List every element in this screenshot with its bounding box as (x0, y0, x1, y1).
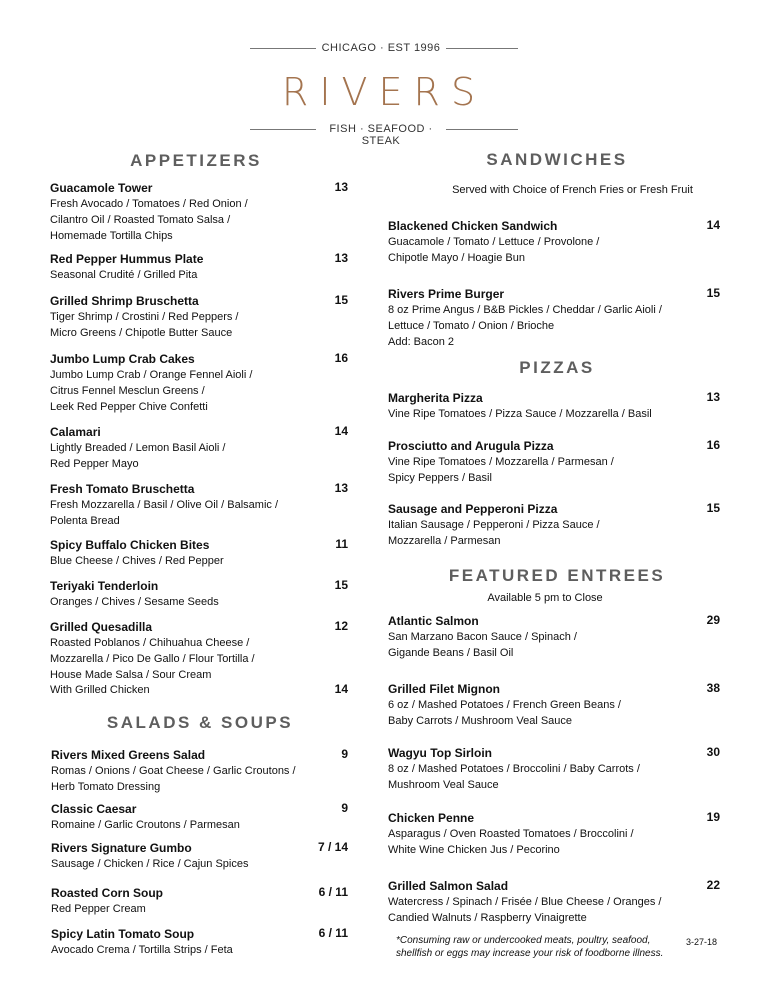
menu-item-description: Avocado Crema / Tortilla Strips / Feta (51, 944, 233, 956)
menu-item-name: Grilled Salmon Salad (388, 879, 509, 893)
menu-item-name: Grilled Shrimp Bruschetta (50, 294, 199, 308)
menu-item-description: Candied Walnuts / Raspberry Vinaigrette (388, 912, 587, 924)
menu-item-description: Fresh Mozzarella / Basil / Olive Oil / Balsamic / (50, 499, 279, 511)
menu-item-description: Italian Sausage / Pepperoni / Pizza Sauce / (388, 519, 600, 531)
menu-item-price: 15 (334, 293, 348, 307)
menu-item-price: 14 (706, 218, 720, 232)
menu-item (388, 286, 662, 350)
menu-item (388, 390, 652, 422)
top-tagline: CHICAGO · EST 1996 (321, 42, 441, 54)
menu-item-description: Watercress / Spinach / Frisée / Blue Cheese / Oranges / (388, 896, 662, 908)
menu-item-description: Sausage / Chicken / Rice / Cajun Spices (51, 858, 249, 870)
menu-item (388, 681, 621, 729)
menu-item-price: 11 (335, 537, 348, 551)
menu-item-description: 8 oz / Mashed Potatoes / Broccolini / Baby Carrots / (388, 763, 640, 775)
menu-item-price: 15 (706, 501, 720, 515)
menu-item-price: 13 (334, 251, 348, 265)
menu-item-description: Vine Ripe Tomatoes / Mozzarella / Parmesan / (388, 456, 614, 468)
menu-item-description: Leek Red Pepper Chive Confetti (50, 401, 208, 413)
menu-item (50, 424, 226, 472)
menu-item (50, 619, 255, 683)
entrees-note: Available 5 pm to Close (487, 592, 603, 604)
menu-item-description: Red Pepper Mayo (50, 458, 139, 470)
menu-item (388, 810, 634, 858)
menu-item-price: 30 (706, 745, 720, 759)
menu-item-description: Cilantro Oil / Roasted Tomato Salsa / (50, 214, 231, 226)
menu-item-description: Roasted Poblanos / Chihuahua Cheese / (50, 637, 250, 649)
menu-item-description: Gigande Beans / Basil Oil (388, 647, 514, 659)
sandwiches-title: SANDWICHES (486, 150, 628, 169)
menu-item (51, 840, 249, 872)
menu-item (50, 481, 278, 529)
menu-item-description: Tiger Shrimp / Crostini / Red Peppers / (50, 311, 239, 323)
menu-item (50, 180, 248, 244)
menu-item-name: Roasted Corn Soup (51, 886, 164, 900)
menu-item-description: 6 oz / Mashed Potatoes / French Green Beans / (388, 699, 621, 711)
menu-item-description: Spicy Peppers / Basil (388, 472, 492, 484)
menu-item-description: 8 oz Prime Angus / B&B Pickles / Cheddar / Garlic Aioli / (388, 304, 662, 316)
menu-item-description: Asparagus / Oven Roasted Tomatoes / Broccolini / (388, 828, 634, 840)
menu-item-description: Romaine / Garlic Croutons / Parmesan (51, 819, 240, 831)
menu-item-name: Prosciutto and Arugula Pizza (388, 439, 554, 453)
menu-item-name: Spicy Buffalo Chicken Bites (50, 538, 210, 552)
menu-item-name: Sausage and Pepperoni Pizza (388, 502, 558, 516)
menu-item (388, 438, 614, 486)
menu-item-name: Margherita Pizza (388, 391, 483, 405)
menu-item-name: Rivers Prime Burger (388, 287, 505, 301)
menu-item-name: Chicken Penne (388, 811, 475, 825)
menu-item-price: 13 (706, 390, 720, 404)
menu-item-description: Homemade Tortilla Chips (50, 230, 173, 242)
menu-date: 3-27-18 (686, 937, 718, 947)
header-rule-top-right (446, 48, 518, 49)
disclaimer-line-2: shellfish or eggs may increase your risk of foodborne illness. (396, 948, 664, 959)
menu-item-description: Fresh Avocado / Tomatoes / Red Onion / (50, 198, 248, 210)
menu-item-description: Guacamole / Tomato / Lettuce / Provolone / (388, 236, 600, 248)
brand-logo: RIVERS (281, 70, 487, 114)
menu-item-name: Teriyaki Tenderloin (50, 579, 159, 593)
menu-item (51, 747, 296, 795)
menu-item-description: Add: Bacon 2 (388, 336, 455, 348)
pizzas-title: PIZZAS (519, 358, 595, 377)
menu-item-name: Wagyu Top Sirloin (388, 746, 492, 760)
menu-item-price: 38 (706, 681, 720, 695)
menu-item-name: Blackened Chicken Sandwich (388, 219, 558, 233)
menu-item-description: San Marzano Bacon Sauce / Spinach / (388, 631, 577, 643)
menu-item-description: Citrus Fennel Mesclun Greens / (50, 385, 205, 397)
menu-item-description: Lettuce / Tomato / Onion / Brioche (388, 320, 555, 332)
menu-item (388, 878, 662, 926)
menu-item-name: Grilled Quesadilla (50, 620, 153, 634)
header-rule-bottom-left (250, 129, 316, 130)
menu-item-price: 15 (706, 286, 720, 300)
header-rule-top-left (250, 48, 316, 49)
menu-item-price: 13 (334, 481, 348, 495)
menu-item (50, 578, 219, 610)
salads-soups-title: SALADS & SOUPS (106, 713, 294, 732)
menu-item-price: 16 (334, 351, 348, 365)
menu-item (50, 293, 239, 341)
menu-item-price: 15 (334, 578, 348, 592)
menu-item (50, 537, 224, 569)
menu-item-description: Herb Tomato Dressing (51, 781, 161, 793)
menu-item (388, 501, 600, 549)
menu-item-name: Rivers Mixed Greens Salad (51, 748, 206, 762)
menu-item-description: Mozzarella / Parmesan (388, 535, 501, 547)
menu-item-description: With Grilled Chicken (50, 684, 150, 696)
appetizers-title: APPETIZERS (130, 151, 262, 170)
menu-item-description: Oranges / Chives / Sesame Seeds (50, 596, 219, 608)
menu-item-name: Classic Caesar (51, 802, 137, 816)
menu-item-description: Polenta Bread (50, 515, 120, 527)
menu-item-price: 9 (341, 747, 348, 761)
menu-item (50, 351, 252, 415)
menu-item (51, 885, 163, 917)
entrees-title: FEATURED ENTREES (448, 566, 666, 585)
menu-item (388, 613, 577, 661)
bottom-tagline: FISH · SEAFOOD · STEAK (329, 123, 433, 147)
menu-item-price: 7 / 14 (317, 840, 348, 854)
menu-item-description: Mushroom Veal Sauce (388, 779, 499, 791)
menu-item (388, 745, 640, 793)
menu-item-name: Jumbo Lump Crab Cakes (50, 352, 195, 366)
menu-item-description: Jumbo Lump Crab / Orange Fennel Aioli / (50, 369, 253, 381)
menu-item (50, 682, 150, 698)
menu-item-name: Rivers Signature Gumbo (51, 841, 192, 855)
menu-item (51, 926, 233, 958)
menu-item-description: Micro Greens / Chipotle Butter Sauce (50, 327, 233, 339)
menu-item-description: Mozzarella / Pico De Gallo / Flour Tortilla / (50, 653, 255, 665)
header-rule-bottom-right (446, 129, 518, 130)
menu-item-name: Spicy Latin Tomato Soup (51, 927, 195, 941)
menu-item-price: 16 (706, 438, 720, 452)
menu-item-description: Romas / Onions / Goat Cheese / Garlic Croutons / (51, 765, 296, 777)
menu-item-description: Vine Ripe Tomatoes / Pizza Sauce / Mozzarella / Basil (388, 408, 652, 420)
food-safety-disclaimer (396, 934, 663, 960)
menu-item-name: Guacamole Tower (50, 181, 153, 195)
menu-item-description: House Made Salsa / Sour Cream (50, 669, 212, 681)
menu-item-price: 19 (706, 810, 720, 824)
menu-item (388, 218, 599, 266)
menu-item-name: Atlantic Salmon (388, 614, 479, 628)
menu-item-price: 9 (341, 801, 348, 815)
menu-item-description: Blue Cheese / Chives / Red Pepper (50, 555, 224, 567)
menu-item (50, 251, 203, 283)
menu-item-description: Baby Carrots / Mushroom Veal Sauce (388, 715, 573, 727)
sandwiches-note: Served with Choice of French Fries or Fresh Fruit (452, 184, 693, 196)
menu-item-name: Fresh Tomato Bruschetta (50, 482, 195, 496)
menu-item-price: 14 (334, 682, 348, 696)
menu-item-price: 12 (334, 619, 348, 633)
menu-item-name: Calamari (50, 425, 101, 439)
menu-item (51, 801, 240, 833)
disclaimer-line-1: *Consuming raw or undercooked meats, poultry, seafood, (396, 935, 651, 946)
menu-item-description: White Wine Chicken Jus / Pecorino (388, 844, 560, 856)
menu-item-price: 14 (334, 424, 348, 438)
menu-item-description: Seasonal Crudité / Grilled Pita (50, 269, 198, 281)
menu-item-price: 13 (334, 180, 348, 194)
menu-item-price: 29 (706, 613, 720, 627)
menu-item-price: 22 (706, 878, 720, 892)
menu-item-price: 6 / 11 (318, 885, 348, 899)
menu-item-description: Chipotle Mayo / Hoagie Bun (388, 252, 525, 264)
menu-item-description: Red Pepper Cream (51, 903, 146, 915)
menu-item-description: Lightly Breaded / Lemon Basil Aioli / (50, 442, 226, 454)
menu-item-name: Grilled Filet Mignon (388, 682, 500, 696)
menu-item-price: 6 / 11 (318, 926, 348, 940)
menu-item-name: Red Pepper Hummus Plate (50, 252, 204, 266)
